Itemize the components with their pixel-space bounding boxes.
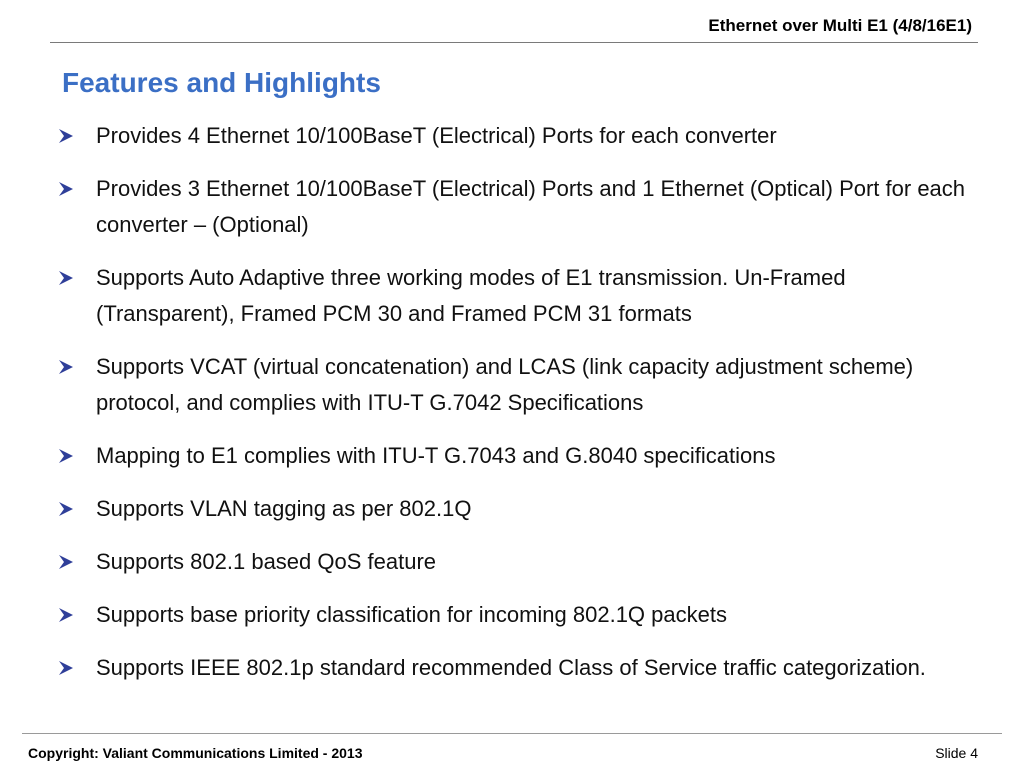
feature-item (58, 491, 988, 527)
slide-title: Features and Highlights (62, 67, 381, 98)
feature-text: Mapping to E1 complies with ITU-T G.7043 and G.8040 specifications (96, 443, 776, 468)
feature-item (58, 171, 988, 243)
footer-copyright: Copyright: Valiant Communications Limited - 2013 (28, 745, 363, 761)
feature-item (58, 260, 988, 332)
header-divider (50, 42, 978, 43)
feature-text: Supports VLAN tagging as per 802.1Q (96, 496, 472, 521)
arrowhead-bullet-icon (58, 544, 96, 580)
feature-text: Supports 802.1 based QoS feature (96, 549, 437, 574)
feature-text: Provides 3 Ethernet 10/100BaseT (Electrical) Ports and 1 Ethernet (Optical) Port for each converter – (Optional) (96, 176, 966, 237)
arrowhead-bullet-icon (58, 349, 96, 385)
feature-list (58, 118, 988, 703)
feature-text: Supports VCAT (virtual concatenation) and LCAS (link capacity adjustment scheme) protocol, and complies with ITU-T G.7042 Specifications (96, 354, 914, 415)
arrowhead-bullet-icon (58, 650, 96, 686)
arrowhead-bullet-icon (58, 260, 96, 296)
header-title: Ethernet over Multi E1 (4/8/16E1) (708, 16, 972, 35)
feature-text: Supports base priority classification for incoming 802.1Q packets (96, 602, 727, 627)
feature-item (58, 597, 988, 633)
arrowhead-bullet-icon (58, 491, 96, 527)
arrowhead-bullet-icon (58, 118, 96, 154)
arrowhead-bullet-icon (58, 438, 96, 474)
slide-number: Slide 4 (935, 745, 978, 761)
feature-item (58, 118, 988, 154)
arrowhead-bullet-icon (58, 171, 96, 207)
footer-divider (22, 733, 1002, 734)
feature-text: Provides 4 Ethernet 10/100BaseT (Electrical) Ports for each converter (96, 123, 777, 148)
feature-text: Supports IEEE 802.1p standard recommended Class of Service traffic categorization. (96, 655, 926, 680)
feature-item (58, 438, 988, 474)
feature-text: Supports Auto Adaptive three working modes of E1 transmission. Un-Framed (Transparent), Framed PCM 30 and Framed PCM 31 formats (96, 265, 846, 326)
feature-item (58, 650, 988, 686)
feature-item (58, 544, 988, 580)
arrowhead-bullet-icon (58, 597, 96, 633)
feature-item (58, 349, 988, 421)
